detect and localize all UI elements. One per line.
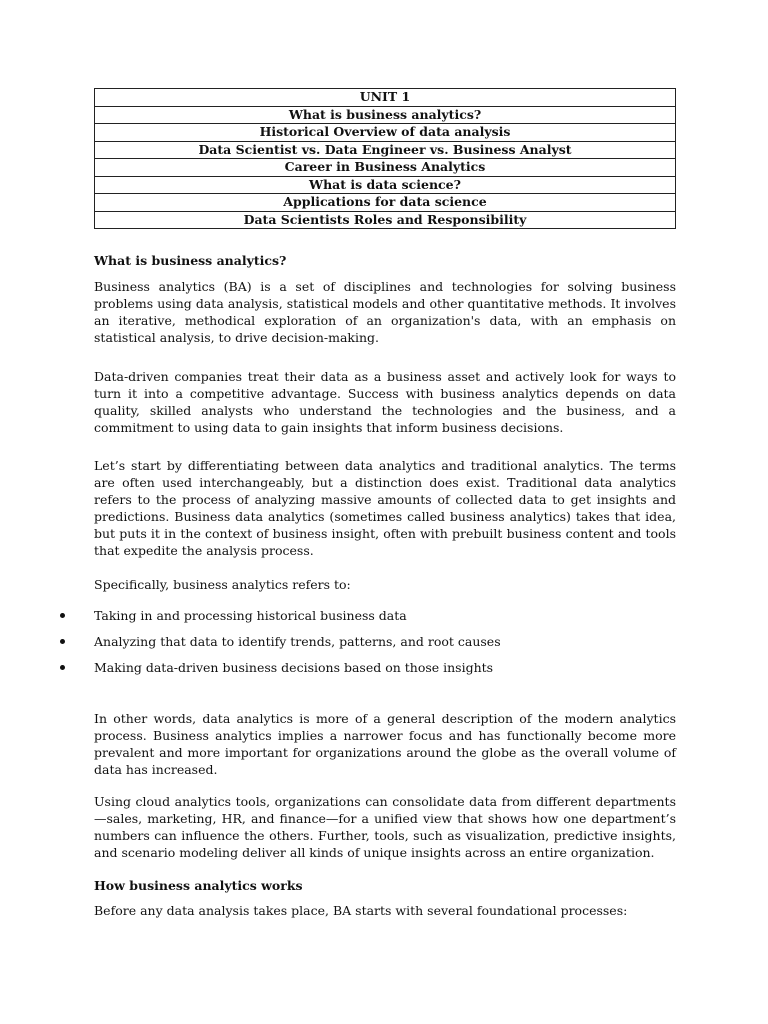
bullet-icon <box>60 639 65 644</box>
bullet-icon <box>60 613 65 618</box>
list-item <box>60 607 676 633</box>
list-item-text: Taking in and processing historical business data <box>94 608 407 623</box>
table-row <box>95 194 676 212</box>
bullet-list <box>60 607 676 685</box>
paragraph-definition: Business analytics (BA) is a set of disciplines and technologies for solving business problems using data analysis, statistical models and other quantitative methods. It involves an iterative, methodical exploration of an organization's data, with an emphasis on statistical analysis, to drive decision-making. <box>94 279 676 345</box>
section-heading-business-analytics: What is business analytics? <box>94 253 287 268</box>
list-item-text: Analyzing that data to identify trends, patterns, and root causes <box>94 634 501 649</box>
toc-item: What is data science? <box>95 176 676 194</box>
table-row <box>95 106 676 124</box>
table-row <box>95 211 676 229</box>
paragraph-data-driven: Data-driven companies treat their data as a business asset and actively look for ways to turn it into a competitive advantage. Success with business analytics depends on data quality, skilled analysts who understand the technologies and the business, and a commitment to using data to gain insights that inform business decisions. <box>94 369 676 435</box>
table-row <box>95 176 676 194</box>
bullet-icon <box>60 665 65 670</box>
paragraph-specifically: Specifically, business analytics refers to: <box>94 577 351 592</box>
contents-table <box>94 88 676 229</box>
toc-item: Data Scientists Roles and Responsibility <box>95 211 676 229</box>
list-item-text: Making data-driven business decisions based on those insights <box>94 660 494 675</box>
table-row <box>95 89 676 107</box>
toc-item: What is business analytics? <box>95 106 676 124</box>
table-row <box>95 159 676 177</box>
paragraph-cloud-tools: Using cloud analytics tools, organizations can consolidate data from different departments—sales, marketing, HR, and finance—for a unified view that shows how one department’s numbers can influence the others. Further, tools, such as visualization, predictive insights, and scenario modeling deliver all kinds of unique insights across an entire organization. <box>94 794 676 860</box>
paragraph-other-words: In other words, data analytics is more of a general description of the modern analytics process. Business analytics implies a narrower focus and has functionally become more prevalent and more important for organizations around the globe as the overall volume of data has increased. <box>94 711 676 777</box>
table-row <box>95 124 676 142</box>
list-item <box>60 659 676 685</box>
toc-item: Historical Overview of data analysis <box>95 124 676 142</box>
paragraph-differentiating: Let’s start by differentiating between data analytics and traditional analytics. The terms are often used interchangeably, but a distinction does exist. Traditional data analytics refers to the process of analyzing massive amounts of collected data to get insights and predictions. Business data analytics (sometimes called business analytics) takes that idea, but puts it in the context of business insight, often with prebuilt business content and tools that expedite the analysis process. <box>94 458 676 558</box>
toc-item: Applications for data science <box>95 194 676 212</box>
toc-item: Career in Business Analytics <box>95 159 676 177</box>
table-row <box>95 141 676 159</box>
list-item <box>60 633 676 659</box>
toc-item: Data Scientist vs. Data Engineer vs. Business Analyst <box>95 141 676 159</box>
section-heading-how-it-works: How business analytics works <box>94 878 303 893</box>
toc-unit-title: UNIT 1 <box>95 89 676 107</box>
paragraph-foundational: Before any data analysis takes place, BA starts with several foundational processes: <box>94 903 628 918</box>
